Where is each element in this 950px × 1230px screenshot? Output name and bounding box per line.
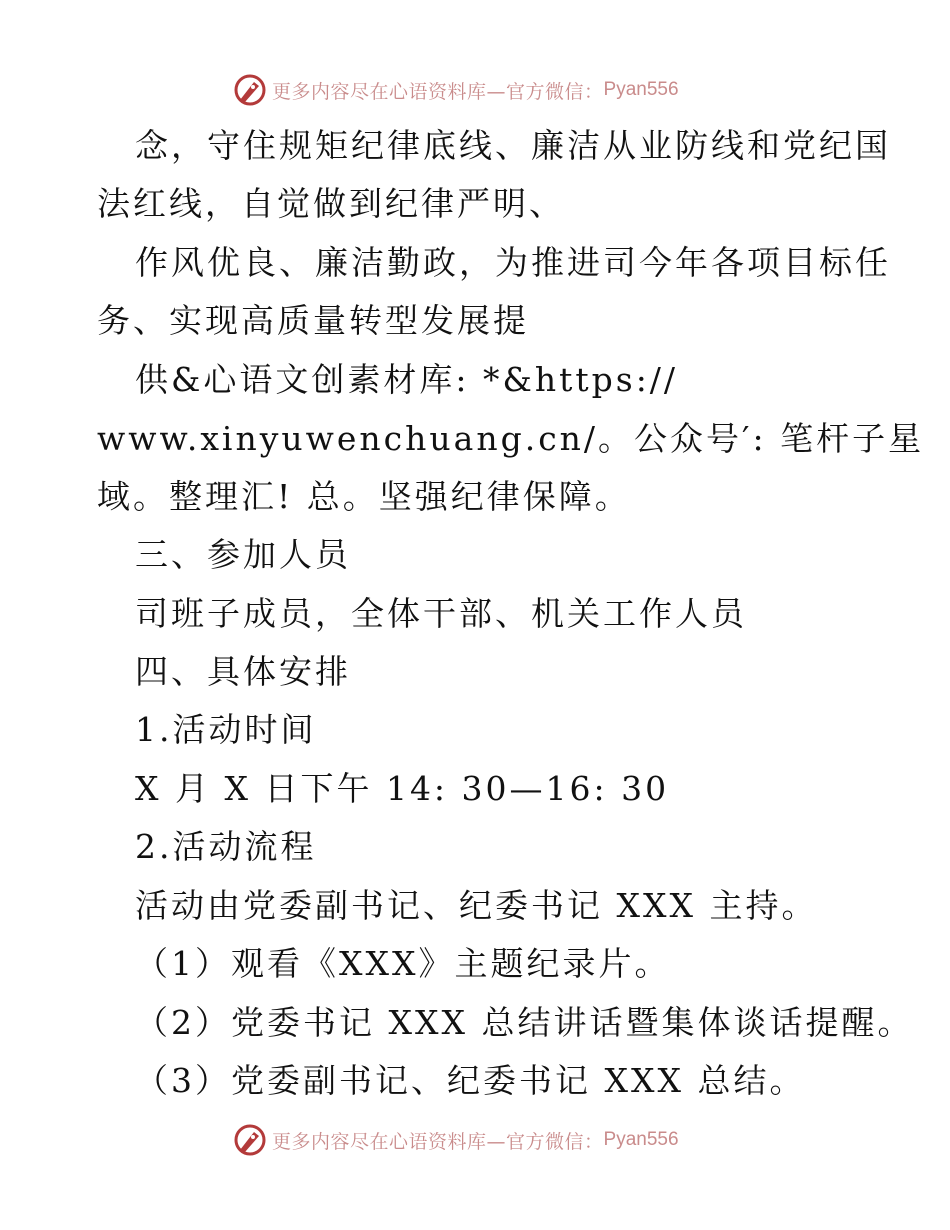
section-heading-participants: 三、参加人员 bbox=[135, 535, 351, 574]
header-watermark bbox=[232, 70, 679, 110]
paragraph-line-2: 法红线，自觉做到纪律严明、 bbox=[97, 184, 565, 223]
process-item-1: （1）观看《XXX》主题纪录片。 bbox=[135, 944, 671, 983]
pen-nib-icon bbox=[232, 1122, 268, 1158]
subheading-activity-process: 2.活动流程 bbox=[135, 827, 317, 866]
watermark-id: Pyan556 bbox=[603, 1129, 679, 1150]
paragraph-line-4: 务、实现高质量转型发展提 bbox=[97, 301, 529, 340]
paragraph-line-3: 作风优良、廉洁勤政，为推进司今年各项目标任 bbox=[135, 243, 891, 282]
process-item-2: （2）党委书记 XXX 总结讲话暨集体谈话提醒。 bbox=[135, 1003, 914, 1042]
participants-text: 司班子成员，全体干部、机关工作人员 bbox=[135, 594, 747, 633]
paragraph-line-5: 供&心语文创素材库: *&https:// bbox=[135, 360, 679, 399]
paragraph-line-1: 念，守住规矩纪律底线、廉洁从业防线和党纪国 bbox=[135, 126, 891, 165]
watermark-text: 更多内容尽在心语资料库—官方微信： bbox=[272, 80, 604, 103]
footer-watermark bbox=[232, 1120, 679, 1160]
pen-nib-icon bbox=[232, 72, 268, 108]
subheading-activity-time: 1.活动时间 bbox=[135, 710, 317, 749]
activity-time-text: X 月 X 日下午 14: 30—16: 30 bbox=[135, 769, 670, 808]
watermark-id: Pyan556 bbox=[603, 79, 679, 100]
paragraph-line-7: 域。整理汇! 总。坚强纪律保障。 bbox=[97, 477, 631, 516]
watermark-text: 更多内容尽在心语资料库—官方微信： bbox=[272, 1130, 604, 1153]
process-intro-text: 活动由党委副书记、纪委书记 XXX 主持。 bbox=[135, 886, 818, 925]
section-heading-arrangement: 四、具体安排 bbox=[135, 652, 351, 691]
paragraph-line-6: www.xinyuwenchuang.cn/。公众号′: 笔杆子星 bbox=[97, 419, 925, 458]
process-item-3: （3）党委副书记、纪委书记 XXX 总结。 bbox=[135, 1061, 806, 1100]
